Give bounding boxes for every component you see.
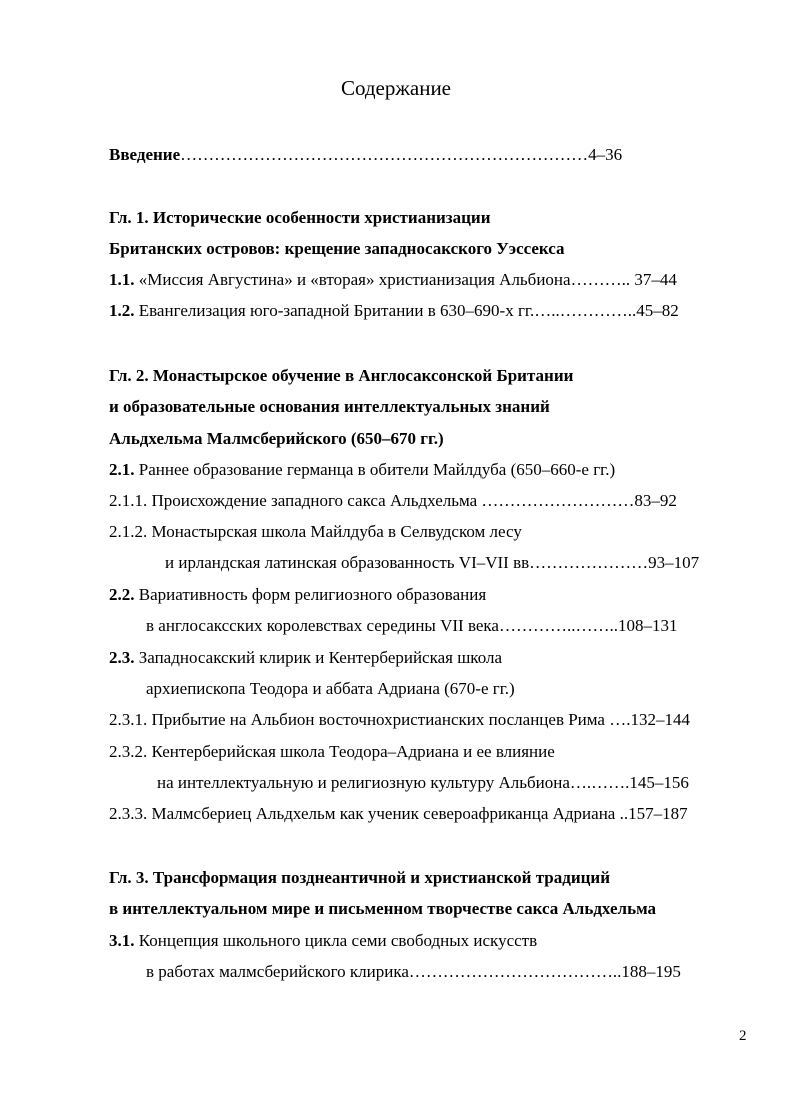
toc-chapter-1-heading-cont: Британских островов: крещение западносакского Уэссекса [109,239,565,258]
toc-subsection-2-3-2: 2.3.2. Кентерберийская школа Теодора–Адриана и ее влияние [109,742,555,761]
toc-section-2-2: 2.2. Вариативность форм религиозного образования [109,585,487,604]
toc-subsection-2-1-2: 2.1.2. Монастырская школа Майлдуба в Селвудском лесу [109,522,522,541]
toc-section-2-3: 2.3. Западносакский клирик и Кентерберийская школа [109,648,503,667]
toc-chapter-3-heading: Гл. 3. Трансформация позднеантичной и христианской традиций [109,868,611,887]
toc-section-1-1: 1.1. «Миссия Августина» и «вторая» христианизация Альбиона……….. 37–44 [109,270,677,289]
toc-subsection-2-1-2-cont: и ирландская латинская образованность VI–VII вв…………………93–107 [165,553,700,572]
page-number: 2 [739,1028,747,1044]
toc-chapter-3-heading-cont: в интеллектуальном мире и письменном творчестве сакса Альдхельма [109,899,657,918]
toc-chapter-1-heading: Гл. 1. Исторические особенности христианизации [109,208,491,227]
toc-chapter-2-heading-cont-2: Альдхельма Малмсберийского (650–670 гг.) [109,429,444,448]
toc-chapter-2-heading-cont: и образовательные основания интеллектуальных знаний [109,397,550,416]
toc-section-3-1-cont: в работах малмсберийского клирика………………………………..188–195 [146,962,681,981]
toc-section-1-2: 1.2. Евангелизация юго-западной Британии в 630–690-х гг.…..…………..45–82 [109,301,679,320]
toc-subsection-2-1-1: 2.1.1. Происхождение западного сакса Альдхельма ………………………83–92 [109,491,677,510]
toc-section-2-3-cont: архиепископа Теодора и аббата Адриана (670-е гг.) [146,679,515,698]
toc-subsection-2-3-3: 2.3.3. Малмсбериец Альдхельм как ученик североафриканца Адриана ..157–187 [109,804,688,823]
toc-line-intro: Введение………………………………………………………………4–36 [109,145,623,164]
toc-section-2-1: 2.1. Раннее образование германца в обители Майлдуба (650–660-е гг.) [109,460,616,479]
toc-section-3-1: 3.1. Концепция школьного цикла семи свободных искусств [109,931,538,950]
toc-chapter-2-heading: Гл. 2. Монастырское обучение в Англосаксонской Британии [109,366,574,385]
page-title: Содержание [340,76,452,100]
toc-subsection-2-3-2-cont: на интеллектуальную и религиозную культуру Альбиона….…….145–156 [157,773,689,792]
toc-subsection-2-3-1: 2.3.1. Прибытие на Альбион восточнохристианских посланцев Рима ….132–144 [109,710,690,729]
toc-section-2-2-cont: в англосаксских королевствах середины VII века…………..……..108–131 [146,616,678,635]
